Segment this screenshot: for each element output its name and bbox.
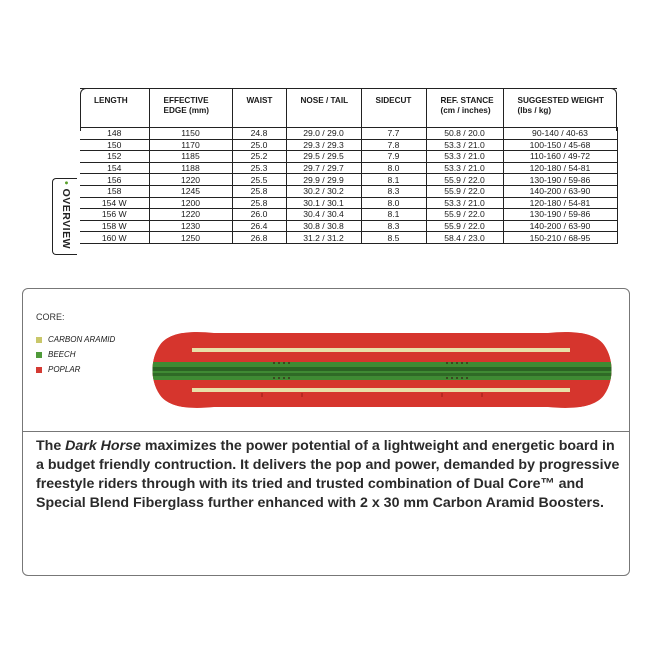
core-title: CORE: (36, 312, 65, 322)
table-row (80, 139, 617, 151)
table-cell: 8.3 (361, 185, 426, 197)
overview-label (56, 181, 72, 251)
table-cell: 53.3 / 21.0 (426, 197, 503, 209)
table-cell: 110-160 / 49-72 (503, 151, 617, 163)
table-cell: 120-180 / 54-81 (503, 197, 617, 209)
product-description: The Dark Horse maximizes the power potential of a lightweight and energetic board in a budget friendly contruction. It delivers the pop and power, demanded by progressive freestyle riders through with its tried and trusted combination of Dual Core™ and Special Blend Fiberglass further enhanced with 2 x 30 mm Carbon Aramid Boosters. (36, 438, 620, 511)
panel-divider (22, 431, 630, 432)
table-cell: 8.1 (361, 174, 426, 186)
carbon-aramid-booster-top (192, 348, 570, 352)
table-cell: 90-140 / 40-63 (503, 128, 617, 140)
table-cell: 53.3 / 21.0 (426, 139, 503, 151)
legend-item-beech (36, 347, 115, 362)
header-length: LENGTH (94, 96, 128, 105)
table-cell: 25.5 (232, 174, 286, 186)
table-cell: 55.9 / 22.0 (426, 174, 503, 186)
table-cell: 150 (80, 139, 149, 151)
table-cell: 130-190 / 59-86 (503, 174, 617, 186)
table-row (80, 232, 617, 244)
table-cell: 26.8 (232, 232, 286, 244)
table-cell: 154 (80, 162, 149, 174)
table-cell: 7.7 (361, 128, 426, 140)
table-cell: 1245 (149, 185, 232, 197)
table-cell: 1200 (149, 197, 232, 209)
table-cell: 26.4 (232, 220, 286, 232)
table-cell: 1250 (149, 232, 232, 244)
table-cell: 25.2 (232, 151, 286, 163)
table-cell: 156 W (80, 209, 149, 221)
table-cell: 8.1 (361, 209, 426, 221)
table-cell: 31.2 / 31.2 (286, 232, 361, 244)
table-cell: 30.8 / 30.8 (286, 220, 361, 232)
table-cell: 120-180 / 54-81 (503, 162, 617, 174)
carbon-aramid-swatch (36, 337, 42, 343)
overview-text: OVERVIEW (60, 188, 72, 250)
header-ref-stance: REF. STANCE (cm / inches) (426, 89, 503, 128)
table-cell: 8.5 (361, 232, 426, 244)
carbon-aramid-booster-bottom (192, 388, 570, 392)
table-cell: 1188 (149, 162, 232, 174)
table-cell: 58.4 / 23.0 (426, 232, 503, 244)
beech-swatch (36, 352, 42, 358)
table-cell: 29.9 / 29.9 (286, 174, 361, 186)
table-row (80, 162, 617, 174)
table-cell: 26.0 (232, 209, 286, 221)
table-cell: 140-200 / 63-90 (503, 185, 617, 197)
legend-label: CARBON ARAMID (48, 335, 116, 344)
table-cell: 148 (80, 128, 149, 140)
header-effective-edge: EFFECTIVE EDGE (mm) (149, 89, 232, 128)
table-cell: 53.3 / 21.0 (426, 151, 503, 163)
table-cell: 55.9 / 22.0 (426, 209, 503, 221)
table-cell: 158 (80, 185, 149, 197)
table-row (80, 185, 617, 197)
table-cell: 160 W (80, 232, 149, 244)
table-cell: 29.7 / 29.7 (286, 162, 361, 174)
legend-item-poplar (36, 362, 115, 377)
table-cell: 25.0 (232, 139, 286, 151)
table-cell: 1150 (149, 128, 232, 140)
beech-stringer-dark (142, 367, 620, 371)
table-cell: 50.8 / 20.0 (426, 128, 503, 140)
table-row (80, 197, 617, 209)
table-cell: 30.4 / 30.4 (286, 209, 361, 221)
core-legend (36, 332, 115, 377)
table-row (80, 128, 617, 140)
header-suggested-weight: SUGGESTED WEIGHT (lbs / kg) (503, 89, 617, 128)
table-cell: 140-200 / 63-90 (503, 220, 617, 232)
table-row (80, 209, 617, 221)
table-cell: 1185 (149, 151, 232, 163)
table-cell: 100-150 / 45-68 (503, 139, 617, 151)
table-cell: 152 (80, 151, 149, 163)
table-cell: 8.0 (361, 162, 426, 174)
legend-label: BEECH (48, 350, 76, 359)
table-cell: 7.9 (361, 151, 426, 163)
beech-stringer-dark (142, 373, 620, 376)
table-row (80, 174, 617, 186)
table-cell: 1220 (149, 174, 232, 186)
table-cell: 55.9 / 22.0 (426, 185, 503, 197)
snowboard-core-illustration (142, 325, 620, 415)
table-row (80, 151, 617, 163)
table-cell: 53.3 / 21.0 (426, 162, 503, 174)
product-name: Dark Horse (65, 438, 141, 454)
table-header-row (80, 89, 617, 128)
table-cell: 158 W (80, 220, 149, 232)
table-cell: 29.5 / 29.5 (286, 151, 361, 163)
table-cell: 25.8 (232, 185, 286, 197)
table-cell: 25.3 (232, 162, 286, 174)
table-cell: 29.3 / 29.3 (286, 139, 361, 151)
table-row (80, 220, 617, 232)
table-cell: 8.0 (361, 197, 426, 209)
table-cell: 25.8 (232, 197, 286, 209)
table-cell: 150-210 / 68-95 (503, 232, 617, 244)
table-cell: 1220 (149, 209, 232, 221)
table-cell: 1230 (149, 220, 232, 232)
header-sidecut: SIDECUT (361, 89, 426, 128)
legend-item-carbon-aramid (36, 332, 115, 347)
table-cell: 8.3 (361, 220, 426, 232)
spec-table (80, 88, 618, 244)
header-nose-tail: NOSE / TAIL (286, 89, 361, 128)
table-cell: 55.9 / 22.0 (426, 220, 503, 232)
table-cell: 130-190 / 59-86 (503, 209, 617, 221)
legend-label: POPLAR (48, 365, 81, 374)
table-cell: 7.8 (361, 139, 426, 151)
table-cell: 29.0 / 29.0 (286, 128, 361, 140)
table-cell: 156 (80, 174, 149, 186)
header-waist: WAIST (232, 89, 286, 128)
table-cell: 24.8 (232, 128, 286, 140)
table-cell: 154 W (80, 197, 149, 209)
table-cell: 30.1 / 30.1 (286, 197, 361, 209)
poplar-swatch (36, 367, 42, 373)
table-cell: 1170 (149, 139, 232, 151)
table-cell: 30.2 / 30.2 (286, 185, 361, 197)
overview-dot: • (60, 181, 72, 186)
